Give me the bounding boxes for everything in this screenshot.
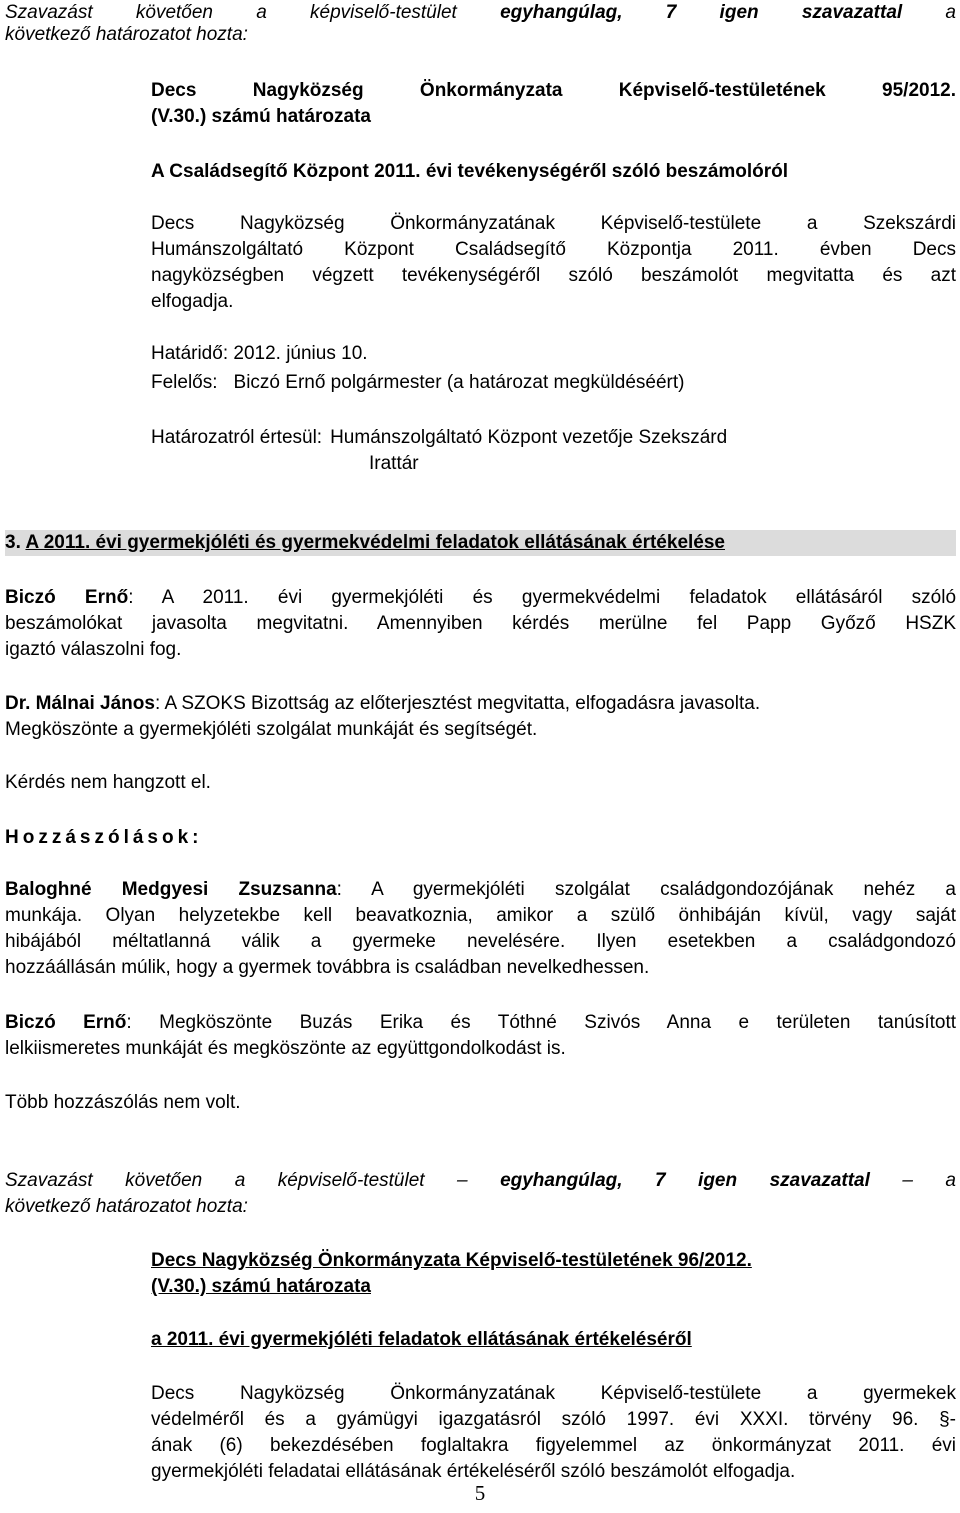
biczo2-line2: lelkiismeretes munkáját és megköszönte az együttgondolkodást is. (5, 1038, 566, 1059)
res96-body-line3: ának (6) bekezdésében foglaltakra figyelemmel az önkormányzat 2011. évi (151, 1435, 956, 1456)
biczo1-line3: igaztó válaszolni fog. (5, 639, 182, 660)
biczo1-line2: beszámolókat javasolta megvitatni. Amennyiben kérdés merülne fel Papp Győző HSZK (5, 613, 956, 634)
res95-body-line4: elfogadja. (151, 291, 234, 312)
page-number: 5 (474, 1481, 486, 1505)
baloghne-line4: hozzáállásán múlik, hogy a gyermek továbbra is családban nevelkedhessen. (5, 957, 650, 978)
res95-subject: A Családsegítő Központ 2011. évi tevékenységéről szóló beszámolóról (151, 161, 789, 182)
vote1-line2: következő határozatot hozta: (5, 24, 248, 45)
res95-body-line1: Decs Nagyközség Önkormányzatának Képviselő-testülete a Szekszárdi (151, 213, 956, 234)
no-question: Kérdés nem hangzott el. (5, 772, 211, 793)
res95-responsible: Felelős: Biczó Ernő polgármester (a határozat megküldéséért) (151, 372, 685, 393)
vote2-line1: Szavazást követően a képviselő-testület – egyhangúlag, 7 igen szavazattal – a (5, 1170, 956, 1191)
malnai-line2: Megköszönte a gyermekjóléti szolgálat munkáját és segítségét. (5, 719, 538, 740)
baloghne-line1: Baloghné Medgyesi Zsuzsanna: A gyermekjóléti szolgálat családgondozójának nehéz a (5, 879, 956, 900)
no-more-comments: Több hozzászólás nem volt. (5, 1092, 241, 1113)
res96-body-line2: védelméről és a gyámügyi igazgatásról szóló 1997. évi XXXI. törvény 96. §- (151, 1409, 956, 1430)
res95-notify: Határozatról értesül: Humánszolgáltató Központ vezetője Szekszárd (151, 427, 728, 448)
res95-body-line3: nagyközségben végzett tevékenységéről szóló beszámolót megvitatta és azt (151, 265, 956, 286)
biczo1-line1: Biczó Ernő: A 2011. évi gyermekjóléti és gyermekvédelmi feladatok ellátásáról szóló (5, 587, 957, 608)
res95-title-line2: (V.30.) számú határozata (151, 106, 371, 127)
section3-heading: 3. A 2011. évi gyermekjóléti és gyermekvédelmi feladatok ellátásának értékelése (5, 530, 956, 556)
vote2-line2: következő határozatot hozta: (5, 1196, 248, 1217)
res96-title-line1: Decs Nagyközség Önkormányzata Képviselő-testületének 96/2012. (151, 1250, 752, 1271)
biczo2-line1: Biczó Ernő: Megköszönte Buzás Erika és Tóthné Szivós Anna e területen tanúsított (5, 1012, 957, 1033)
res96-subject: a 2011. évi gyermekjóléti feladatok ellátásának értékeléséről (151, 1329, 692, 1350)
res95-deadline: Határidő: 2012. június 10. (151, 343, 368, 364)
vote1-line1: Szavazást követően a képviselő-testület egyhangúlag, 7 igen szavazattal a (5, 2, 956, 23)
res96-title-line2: (V.30.) számú határozata (151, 1276, 371, 1297)
res96-body-line1: Decs Nagyközség Önkormányzatának Képviselő-testülete a gyermekek (151, 1383, 956, 1404)
res95-notify-archive: Irattár (369, 453, 419, 474)
res95-title-line1: Decs Nagyközség Önkormányzata Képviselő-testületének 95/2012. (151, 80, 956, 101)
baloghne-line3: hibájából méltatlanná válik a gyermeke nevelésére. Ilyen esetekben a családgondozó (5, 931, 956, 952)
res95-body-line2: Humánszolgáltató Központ Családsegítő Központja 2011. évben Decs (151, 239, 956, 260)
res96-body-line4: gyermekjóléti feladatai ellátásának értékeléséről szóló beszámolót elfogadja. (151, 1461, 796, 1482)
comments-heading: Hozzászólások: (5, 827, 203, 848)
baloghne-line2: munkája. Olyan helyzetekbe kell beavatkoznia, amikor a szülő önhibáján kívül, vagy saját (5, 905, 956, 926)
malnai-line1: Dr. Málnai János: A SZOKS Bizottság az előterjesztést megvitatta, elfogadásra javasolta. (5, 693, 761, 714)
